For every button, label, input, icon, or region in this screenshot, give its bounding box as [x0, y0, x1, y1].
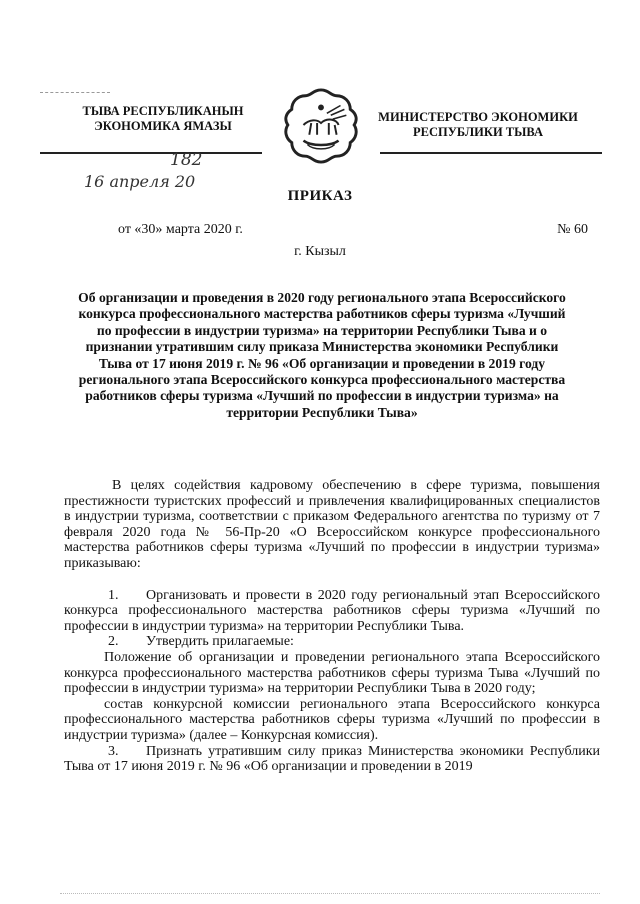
intro-paragraph: В целях содействия кадровому обеспечению в сфере туризма, повышения престижности туристских профессий и привлечения квалифицированных специалистов в индустрии туризма, соответствии с приказом Федерального агентства по туризму от 7 февраля 2020 года № 56-Пр-20 «О Всероссийском конкурсе профессионального мастерства работников сферы туризма «Лучший по профессии в индустрии туризма» приказываю: [64, 478, 600, 571]
item-1 [64, 588, 600, 635]
document-title: ПРИКАЗ [287, 188, 353, 204]
scan-artifact [40, 92, 110, 93]
order-subject: Об организации и проведения в 2020 году регионального этапа Всероссийского конкурса профессионального мастерства работников сферы туризма «Лучший по профессии в индустрии туризма» на территории Республики Тыва и о признании утратившим силу приказа Министерства экономики Республики Тыва от 17 июня 2019 г. № 96 «Об организации и проведении в 2019 году регионального этапа Всероссийского конкурса профессионального мастерства работников сферы туризма «Лучший по профессии в индустрии туризма» на территории Республики Тыва» [78, 290, 566, 420]
header-right-line1: МИНИСТЕРСТВО ЭКОНОМИКИ [378, 110, 578, 124]
order-city: г. Кызыл [294, 244, 346, 259]
item-2-sub-1: Положение об организации и проведении регионального этапа Всероссийского конкурса профессионального мастерства работников сферы туризма Тыва «Лучший по профессии в индустрии туризма» на территории Республики Тыва в 2020 году; [64, 649, 600, 697]
item-2 [64, 634, 600, 650]
tuva-emblem-icon [282, 86, 360, 164]
item-2-text: Утвердить прилагаемые: [146, 634, 294, 650]
item-2-sub-2: состав конкурсной комиссии регионального этапа Всероссийского конкурса профессионального мастерства работников сферы туризма «Лучший по профессии в индустрии туризма» (далее – Конкурсная комиссия). [64, 696, 600, 743]
header-right-russian [378, 110, 578, 140]
header-left-line1: ТЫВА РЕСПУБЛИКАНЫН [82, 104, 244, 118]
item-2-number: 2. [108, 634, 119, 650]
item-3 [64, 744, 600, 775]
order-body [64, 478, 600, 775]
header-left-line2: ЭКОНОМИКА ЯМАЗЫ [94, 119, 232, 133]
item-1-text: Организовать и провести в 2020 году региональный этап Всероссийского конкурса профессионального мастерства работников сферы туризма «Лучший по профессии в индустрии туризма» на территории Республики Тыва. [64, 587, 600, 634]
scan-edge [60, 893, 600, 894]
order-number: № 60 [557, 222, 588, 237]
item-3-text: Признать утратившим силу приказ Министерства экономики Республики Тыва от 17 июня 2019 г. № 96 «Об организации и проведении в 2019 [64, 743, 600, 775]
header-left-tuvan [78, 104, 248, 134]
item-1-number: 1. [108, 587, 119, 603]
header-rule-right [380, 152, 602, 154]
item-3-number: 3. [108, 743, 119, 759]
order-date: от «30» марта 2020 г. [118, 222, 243, 237]
header-right-line2: РЕСПУБЛИКИ ТЫВА [413, 125, 543, 139]
handwritten-registration-date: 16 апреля 20 [84, 172, 196, 191]
handwritten-registration-number: 182 [170, 150, 203, 170]
header-rule-left [40, 152, 262, 154]
